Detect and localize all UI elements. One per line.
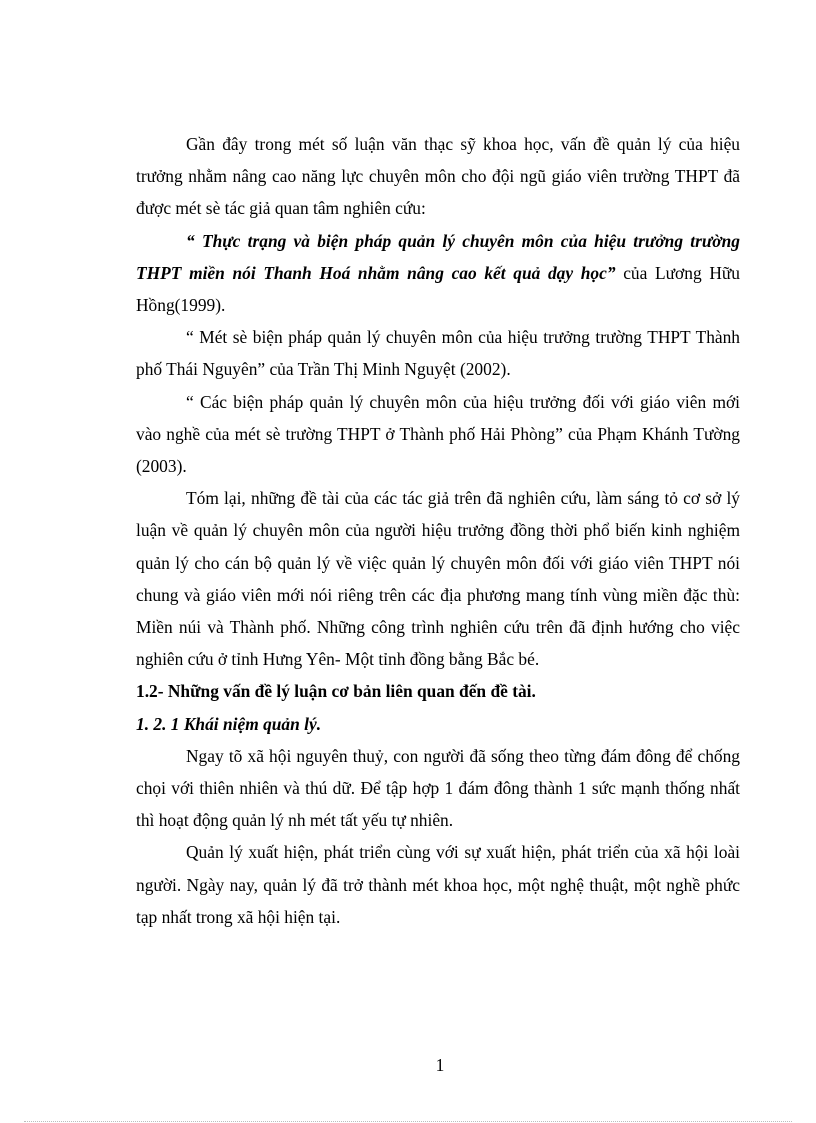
paragraph-primitive-society: Ngay tõ xã hội nguyên thuỷ, con người đã sống theo từng đám đông để chống chọi với thiên nhiên và thú dữ. Để tập hợp 1 đám đông thành 1 sức mạnh thống nhất thì hoạt động quản lý nh mét tất yếu tự nhiên. [136,745,740,831]
paragraph-management-emergence: Quản lý xuất hiện, phát triển cùng với sự xuất hiện, phát triển của xã hội loài người. Ngày nay, quản lý đã trở thành mét khoa học, một nghệ thuật, một nghề phức tạp nhất trong xã hội hiện tại. [136,842,740,927]
page-bottom-divider [24,1121,792,1122]
subsection-heading: 1. 2. 1 Khái niệm quản lý. [136,713,322,734]
paragraph-reference-tuong: “ Các biện pháp quản lý chuyên môn của hiệu trưởng đối với giáo viên mới vào nghề của mét sè trường THPT ở Thành phố Hải Phòng” của Phạm Khánh Tường (2003). [136,391,740,477]
paragraph-reference-hong [136,225,740,322]
paragraph-intro: Gần đây trong mét số luận văn thạc sỹ khoa học, vấn đề quản lý của hiệu trưởng nhằm nâng cao năng lực chuyên môn cho đội ngũ giáo viên trường THPT đã được mét sè tác giả quan tâm nghiên cứu: [136,134,740,219]
page-number: 1 [435,1055,445,1075]
reference-title-emphasis: “ Thực trạng và biện pháp quản lý chuyên môn của hiệu trưởng trường THPT miền nói Thanh Hoá nhằm nâng cao kết quả dạy học” [136,230,740,283]
reference-author-hong: của Lương Hữu Hồng(1999). [136,262,740,316]
paragraph-reference-nguyet: “ Mét sè biện pháp quản lý chuyên môn của hiệu trưởng trường THPT Thành phố Thái Nguyên” của Trần Thị Minh Nguyệt (2002). [136,327,740,380]
paragraph-summary: Tóm lại, những đề tài của các tác giả trên đã nghiên cứu, làm sáng tỏ cơ sở lý luận về quản lý chuyên môn của người hiệu trưởng đồng thời phổ biến kinh nghiệm quản lý cho cán bộ quản lý về việc quản lý chuyên môn đối với giáo viên THPT nói chung và giáo viên mới nói riêng trên các địa phương mang tính vùng miền đặc thù: Miền núi và Thành phố. Những công trình nghiên cứu trên đã định hướng cho việc nghiên cứu ở tỉnh Hưng Yên- Một tỉnh đồng bằng Bắc bé. [136,488,740,670]
section-heading: 1.2- Những vấn đề lý luận cơ bản liên quan đến đề tài. [136,681,536,702]
document-body [136,128,740,933]
